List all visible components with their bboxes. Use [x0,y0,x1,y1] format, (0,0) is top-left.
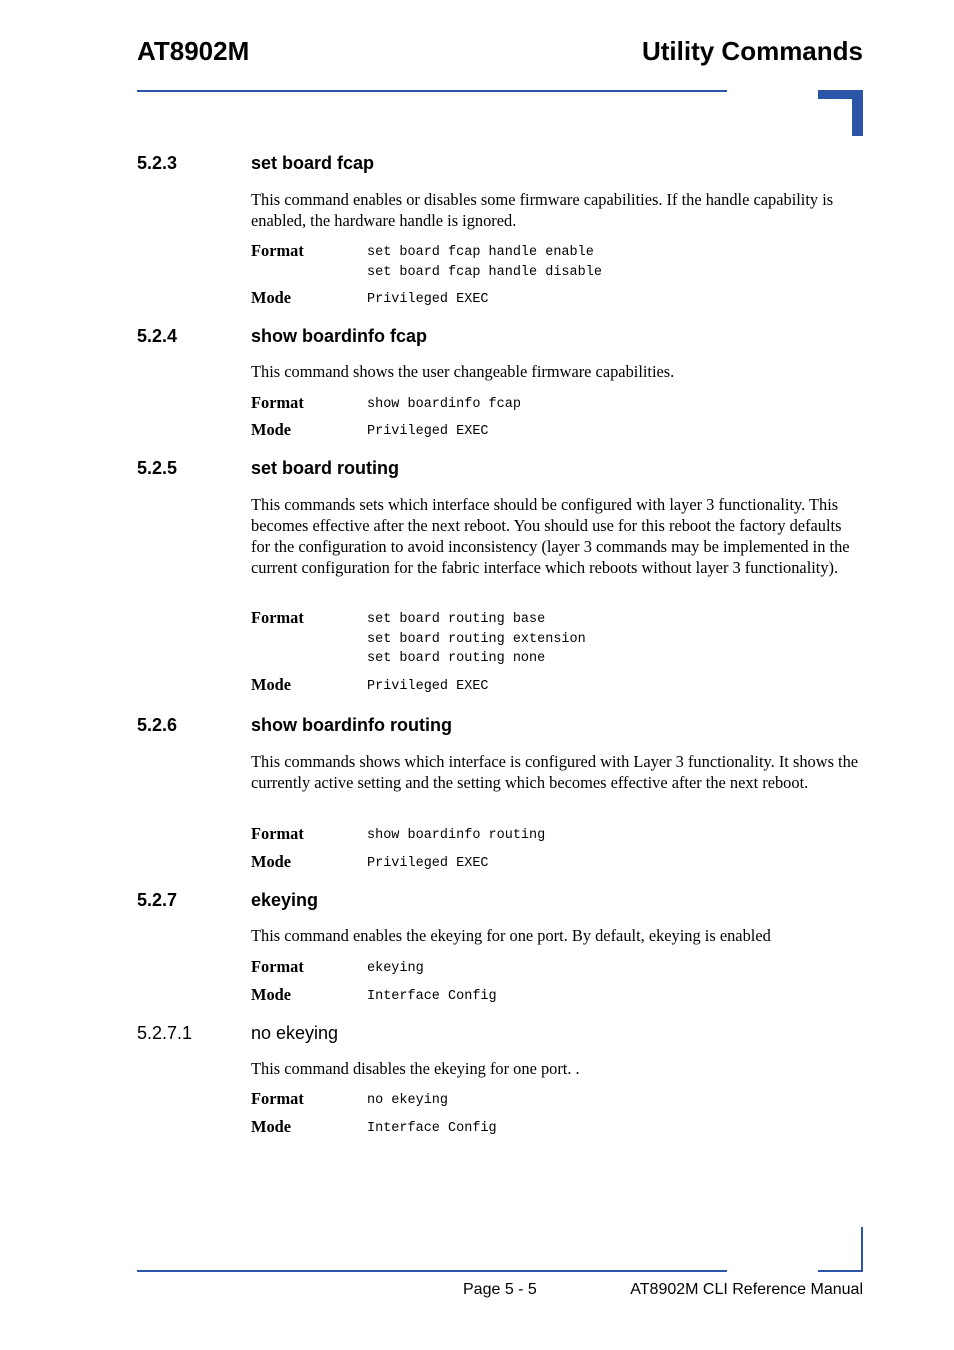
section-description: This commands shows which interface is configured with Layer 3 functionality. It shows the currently active setting and the setting which becomes effective after the next reboot. [251,752,859,792]
header-product: AT8902M [137,36,250,66]
mode-value: Privileged EXEC [367,679,489,694]
mode-value: Privileged EXEC [367,424,489,439]
mode-label: Mode [251,420,292,439]
code-line: no ekeying [367,1093,449,1108]
section-number: 5.2.7.1 [137,1023,193,1043]
mode-label: Mode [251,675,292,694]
section-title: show boardinfo fcap [251,326,428,346]
format-label: Format [251,1089,304,1108]
section-title: show boardinfo routing [251,715,452,735]
section-title: ekeying [251,890,319,910]
format-label: Format [251,608,304,627]
section-description: This commands sets which interface should be configured with layer 3 functionality. This becomes effective after the next reboot. You should use for this reboot the factory defaults for the configuration to avoid inconsistency (layer 3 commands may be implemented in the current configuration for the fabric interface which reboots without layer 3 functionality). [251,495,850,577]
code-line: show boardinfo routing [367,828,546,843]
mode-value: Privileged EXEC [367,292,489,307]
section-heading [137,153,374,174]
section-heading [137,458,399,479]
mode-value: Interface Config [367,1121,497,1136]
header-chapter-title: Utility Commands [641,36,863,66]
code-line: set board fcap handle disable [367,264,602,280]
manual-title: AT8902M CLI Reference Manual [630,1281,863,1298]
section-number: 5.2.4 [137,326,178,346]
code-line: set board routing extension [367,631,586,647]
format-code [367,826,545,846]
section-heading [137,890,318,911]
header-rule [137,90,727,92]
code-line: set board routing none [367,651,546,666]
section-description: This command enables the ekeying for one port. By default, ekeying is enabled [251,926,771,945]
mode-value: Interface Config [367,989,497,1004]
mode-value: Privileged EXEC [367,856,489,871]
section-description: This command disables the ekeying for one port. . [251,1059,580,1078]
page-number: Page 5 - 5 [463,1281,537,1298]
code-line: ekeying [367,961,424,976]
section-number: 5.2.5 [137,458,178,478]
format-code [367,395,521,415]
section-title: set board fcap [251,153,375,173]
format-code [367,959,424,979]
section-number: 5.2.3 [137,153,178,173]
footer-corner-mark-vertical [861,1227,863,1272]
section-description: This command shows the user changeable firmware capabilities. [251,362,675,381]
format-code [367,1091,448,1111]
header-corner-mark-vertical [852,90,863,136]
section-heading [137,326,427,347]
mode-label: Mode [251,852,292,871]
section-number: 5.2.6 [137,715,178,735]
subsection-heading [137,1023,338,1044]
format-code [367,243,602,282]
section-heading [137,715,452,736]
footer-corner-mark [818,1270,863,1272]
format-label: Format [251,957,304,976]
section-number: 5.2.7 [137,890,178,910]
section-title: no ekeying [251,1023,339,1043]
code-line: set board fcap handle enable [367,245,594,260]
code-line: show boardinfo fcap [367,397,521,412]
format-label: Format [251,393,304,412]
section-title: set board routing [251,458,399,478]
format-code [367,610,586,669]
mode-label: Mode [251,1117,292,1136]
format-label: Format [251,241,304,260]
footer-rule [137,1270,727,1272]
mode-label: Mode [251,288,292,307]
mode-label: Mode [251,985,292,1004]
section-description: This command enables or disables some firmware capabilities. If the handle capability is enabled, the hardware handle is ignored. [251,190,834,230]
code-line: set board routing base [367,612,546,627]
format-label: Format [251,824,304,843]
